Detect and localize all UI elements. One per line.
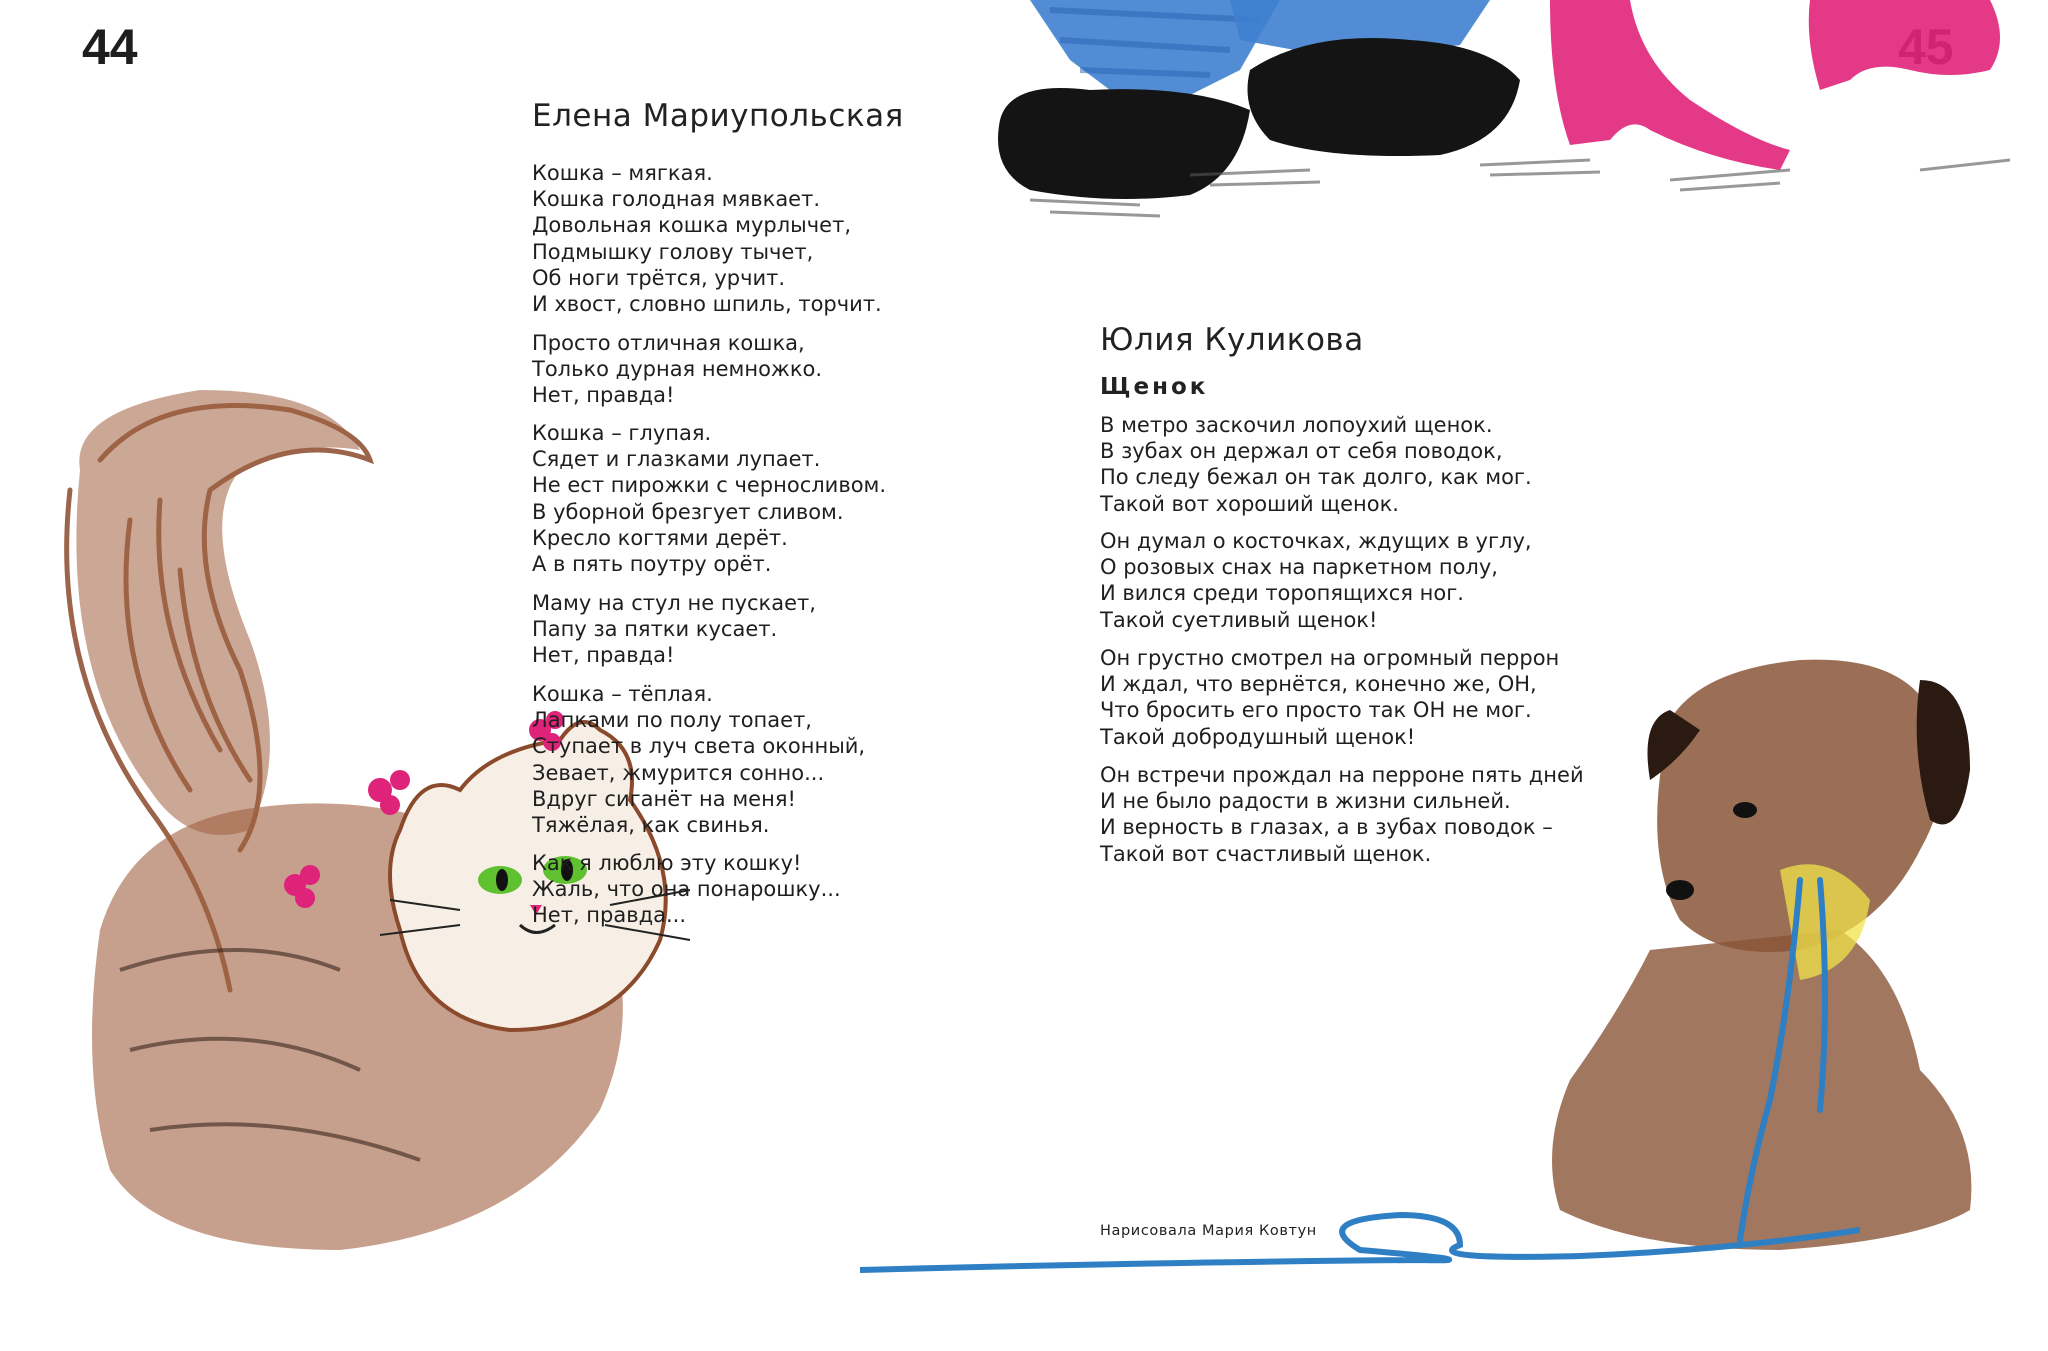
- black-shoe-right: [1248, 38, 1521, 156]
- poem-line: И хвост, словно шпиль, торчит.: [532, 292, 882, 317]
- poem1-stanza-6: [532, 850, 841, 929]
- poem2-stanza-4: [1100, 762, 1584, 867]
- dog-illustration: [1500, 650, 2000, 1270]
- poem-line: В метро заскочил лопоухий щенок.: [1100, 413, 1493, 437]
- poem1-stanza-2: [532, 330, 822, 409]
- poem-line: И ждал, что вернётся, конечно же, ОН,: [1100, 672, 1537, 697]
- poem1-stanza-1: [532, 160, 882, 317]
- poem-line: Зевает, жмурится сонно...: [532, 760, 825, 785]
- poem-line: И верность в глазах, а в зубах поводок –: [1100, 815, 1553, 840]
- poem-line: И не было радости в жизни сильней.: [1100, 789, 1511, 814]
- poem-line: По следу бежал он так долго, как мог.: [1100, 465, 1532, 490]
- poem-line: Такой суетливый щенок!: [1100, 607, 1378, 632]
- dog-head: [1648, 660, 1971, 980]
- poem-line: В уборной брезгует сливом.: [532, 499, 844, 524]
- poem-line: Жаль, что она понарошку...: [532, 877, 841, 902]
- poem-line: Кошка голодная мявкает.: [532, 187, 821, 212]
- poem-line: Он думал о косточках, ждущих в углу,: [1100, 529, 1532, 553]
- poem-line: Вдруг сиганёт на меня!: [532, 786, 796, 811]
- illustrator-credit: Нарисовала Мария Ковтун: [1100, 1223, 1317, 1239]
- poem-line: Нет, правда...: [532, 903, 687, 928]
- poem-line: И вился среди торопящихся ног.: [1100, 581, 1464, 606]
- poem-line: Такой добродушный щенок!: [1100, 724, 1416, 749]
- poem1-stanza-4: [532, 590, 816, 669]
- dog-nose: [1666, 880, 1694, 900]
- poem-line: Об ноги трётся, урчит.: [532, 265, 786, 290]
- poem-line: Он грустно смотрел на огромный перрон: [1100, 646, 1560, 670]
- black-shoe-left: [998, 88, 1250, 199]
- poem-line: Папу за пятки кусает.: [532, 617, 778, 642]
- poem2-title: Щенок: [1100, 374, 1209, 400]
- poem-line: Просто отличная кошка,: [532, 331, 805, 355]
- poem2-author: Юлия Куликова: [1100, 322, 1364, 358]
- poem1-stanza-3: [532, 420, 886, 577]
- poem-line: Тяжёлая, как свинья.: [532, 813, 770, 838]
- leash-line-illustration: [860, 1190, 1860, 1310]
- poem2-stanza-3: [1100, 645, 1559, 750]
- poem-line: Такой вот счастливый щенок.: [1100, 841, 1432, 866]
- poem1-stanza-5: [532, 681, 865, 838]
- legs-and-shoes-illustration: [990, 0, 2040, 260]
- poem-line: Маму на стул не пускает,: [532, 591, 816, 615]
- page-number-left: 44: [82, 19, 138, 75]
- poem-line: Лапками по полу топает,: [532, 708, 812, 733]
- poem-line: Не ест пирожки с черносливом.: [532, 473, 887, 498]
- poem-line: Только дурная немножко.: [532, 357, 823, 382]
- poem-line: Он встречи прождал на перроне пять дней: [1100, 763, 1584, 787]
- poem-line: Такой вот хороший щенок.: [1100, 491, 1399, 516]
- poem-line: Кошка – мягкая.: [532, 161, 713, 185]
- poem-line: Подмышку голову тычет,: [532, 239, 814, 264]
- poem-line: Кресло когтями дерёт.: [532, 525, 788, 550]
- poem-line: В зубах он держал от себя поводок,: [1100, 439, 1503, 464]
- poem-line: Что бросить его просто так ОН не мог.: [1100, 698, 1532, 723]
- poem-line: Нет, правда!: [532, 383, 675, 408]
- poem-line: Как я люблю эту кошку!: [532, 851, 802, 875]
- poem-line: Довольная кошка мурлычет,: [532, 213, 851, 238]
- poem-line: Кошка – глупая.: [532, 421, 712, 445]
- poem-line: Нет, правда!: [532, 643, 675, 668]
- poem-line: О розовых снах на паркетном полу,: [1100, 555, 1498, 580]
- poem-line: Ступает в луч света оконный,: [532, 734, 866, 759]
- poem-line: Сядет и глазками лупает.: [532, 447, 821, 472]
- pink-heel-right: [1809, 0, 2000, 90]
- dog-eye: [1733, 802, 1757, 818]
- poem2-stanza-2: [1100, 528, 1532, 633]
- poem-line: Кошка – тёплая.: [532, 682, 713, 706]
- poem-line: А в пять поутру орёт.: [532, 552, 772, 577]
- pink-heel-left: [1550, 0, 1790, 170]
- poem1-author: Елена Мариупольская: [532, 98, 904, 134]
- cat-tail: [76, 390, 360, 835]
- poem2-stanza-1: [1100, 412, 1532, 517]
